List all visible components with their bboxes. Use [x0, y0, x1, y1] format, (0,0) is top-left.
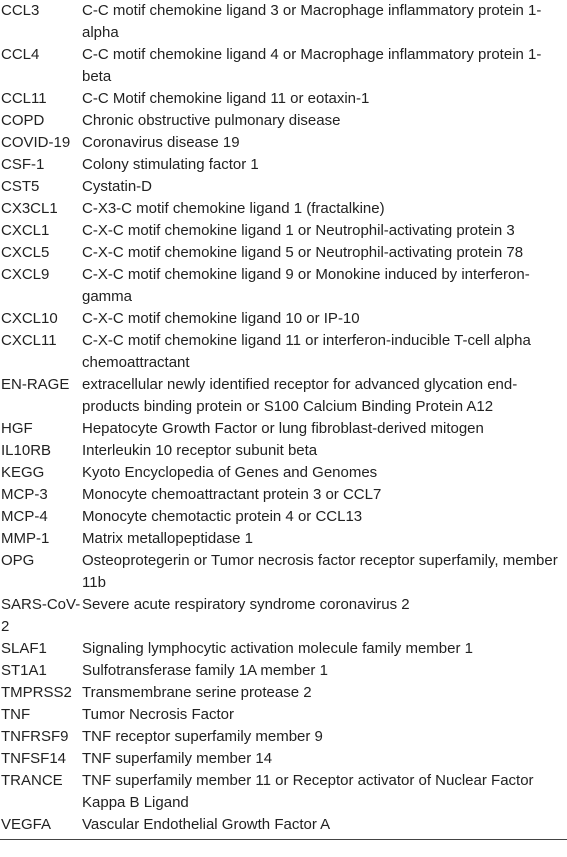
- abbreviation-definition: Chronic obstructive pulmonary disease: [82, 112, 341, 129]
- table-row: [0, 330, 567, 374]
- abbreviation-definition: C-X-C motif chemokine ligand 10 or IP-10: [82, 310, 360, 327]
- abbreviation-definition: extracellular newly identified receptor for advanced glycation end-products binding protein or S100 Calcium Binding Protein A12: [82, 376, 518, 415]
- abbreviation-term: TNFSF14: [1, 750, 67, 767]
- abbreviation-definition: TNF receptor superfamily member 9: [82, 728, 323, 745]
- abbreviation-definition: Hepatocyte Growth Factor or lung fibroblast-derived mitogen: [82, 420, 484, 437]
- table-row: [0, 550, 567, 594]
- abbreviation-term: VEGFA: [0, 814, 82, 840]
- abbreviation-term: SARS-CoV-2: [1, 596, 81, 635]
- abbreviation-term: CXCL1: [1, 222, 50, 239]
- abbreviation-definition: Signaling lymphocytic activation molecule family member 1: [82, 640, 473, 657]
- table-row: [0, 308, 567, 330]
- abbreviation-definition: TNF superfamily member 11 or Receptor activator of Nuclear Factor Kappa B Ligand: [82, 772, 534, 811]
- abbreviation-term: CST5: [1, 178, 40, 195]
- table-row: [0, 44, 567, 88]
- abbreviation-term: CXCL10: [1, 310, 58, 327]
- abbreviation-definition: Severe acute respiratory syndrome coronavirus 2: [82, 596, 410, 613]
- table-row: [0, 264, 567, 308]
- abbreviation-term: CCL4: [1, 46, 40, 63]
- abbreviation-term: CXCL11: [1, 332, 57, 349]
- abbreviation-term: CXCL5: [1, 244, 50, 261]
- abbreviation-term: CCL11: [1, 90, 47, 107]
- table-row: [0, 484, 567, 506]
- abbreviation-term: TRANCE: [1, 772, 63, 789]
- abbreviation-definition: Cystatin-D: [82, 178, 153, 195]
- table-row: [0, 462, 567, 484]
- table-row: [0, 418, 567, 440]
- abbreviation-term: CSF-1: [1, 156, 45, 173]
- table-row: [0, 726, 567, 748]
- table-row: [0, 638, 567, 660]
- abbreviation-definition: C-C Motif chemokine ligand 11 or eotaxin-1: [82, 90, 370, 107]
- abbreviation-definition: Matrix metallopeptidase 1: [82, 530, 253, 547]
- table-row: [0, 176, 567, 198]
- table-row: [0, 506, 567, 528]
- abbreviation-term: COPD: [1, 112, 45, 129]
- abbreviation-term: MCP-4: [1, 508, 48, 525]
- abbreviation-definition: Osteoprotegerin or Tumor necrosis factor receptor superfamily, member 11b: [82, 552, 558, 591]
- abbreviation-term: MMP-1: [1, 530, 50, 547]
- abbreviation-definition: Tumor Necrosis Factor: [82, 706, 234, 723]
- abbreviation-term: EN-RAGE: [1, 376, 70, 393]
- table-row: [0, 220, 567, 242]
- abbreviation-definition: C-X-C motif chemokine ligand 9 or Monokine induced by interferon-gamma: [82, 266, 530, 305]
- table-row: [0, 704, 567, 726]
- table-row: [0, 594, 567, 638]
- table-row: [0, 88, 567, 110]
- abbreviation-definition: C-X-C motif chemokine ligand 1 or Neutrophil-activating protein 3: [82, 222, 515, 239]
- table-row: [0, 814, 567, 840]
- abbreviation-definition: C-X-C motif chemokine ligand 5 or Neutrophil-activating protein 78: [82, 244, 524, 261]
- table-row: [0, 110, 567, 132]
- abbreviation-definition: Interleukin 10 receptor subunit beta: [82, 442, 318, 459]
- abbreviation-definition: Monocyte chemotactic protein 4 or CCL13: [82, 508, 363, 525]
- abbreviation-term: IL10RB: [1, 442, 52, 459]
- abbreviation-term: HGF: [1, 420, 33, 437]
- table-row: [0, 682, 567, 704]
- abbreviation-term: TMPRSS2: [1, 684, 72, 701]
- abbreviation-term: SLAF1: [1, 640, 47, 657]
- abbreviation-term: OPG: [1, 552, 35, 569]
- abbreviation-definition: C-C motif chemokine ligand 4 or Macrophage inflammatory protein 1-beta: [82, 46, 542, 85]
- abbreviation-term: COVID-19: [1, 134, 71, 151]
- table-row: [0, 748, 567, 770]
- abbreviation-term: KEGG: [1, 464, 45, 481]
- abbreviation-definition: TNF superfamily member 14: [82, 750, 273, 767]
- table-row: [0, 770, 567, 814]
- abbreviation-term: MCP-3: [1, 486, 48, 503]
- abbreviation-definition: Transmembrane serine protease 2: [82, 684, 312, 701]
- abbreviation-definition: C-X-C motif chemokine ligand 11 or interferon-inducible T-cell alpha chemoattractant: [82, 332, 531, 371]
- abbreviation-term: CXCL9: [1, 266, 50, 283]
- table-row: [0, 0, 567, 44]
- table-row: [0, 154, 567, 176]
- abbreviation-term: TNFRSF9: [1, 728, 69, 745]
- abbreviation-term: TNF: [1, 706, 31, 723]
- abbreviation-term: CCL3: [1, 2, 40, 19]
- abbreviation-definition: C-X3-C motif chemokine ligand 1 (fractalkine): [82, 200, 385, 217]
- abbreviation-definition: Colony stimulating factor 1: [82, 156, 259, 173]
- table-row: [0, 660, 567, 682]
- abbreviation-definition: Sulfotransferase family 1A member 1: [82, 662, 328, 679]
- abbreviation-definition: Kyoto Encyclopedia of Genes and Genomes: [82, 464, 378, 481]
- abbreviation-definition: Vascular Endothelial Growth Factor A: [82, 814, 567, 840]
- table-row: [0, 242, 567, 264]
- table-row: [0, 132, 567, 154]
- table-row: [0, 374, 567, 418]
- abbreviation-definition: C-C motif chemokine ligand 3 or Macrophage inflammatory protein 1-alpha: [82, 2, 542, 41]
- abbreviation-term: CX3CL1: [1, 200, 58, 217]
- abbreviation-term: ST1A1: [1, 662, 47, 679]
- abbreviation-definition: Monocyte chemoattractant protein 3 or CCL7: [82, 486, 382, 503]
- table-row: [0, 198, 567, 220]
- table-row: [0, 528, 567, 550]
- table-row: [0, 440, 567, 462]
- abbreviation-definition: Coronavirus disease 19: [82, 134, 240, 151]
